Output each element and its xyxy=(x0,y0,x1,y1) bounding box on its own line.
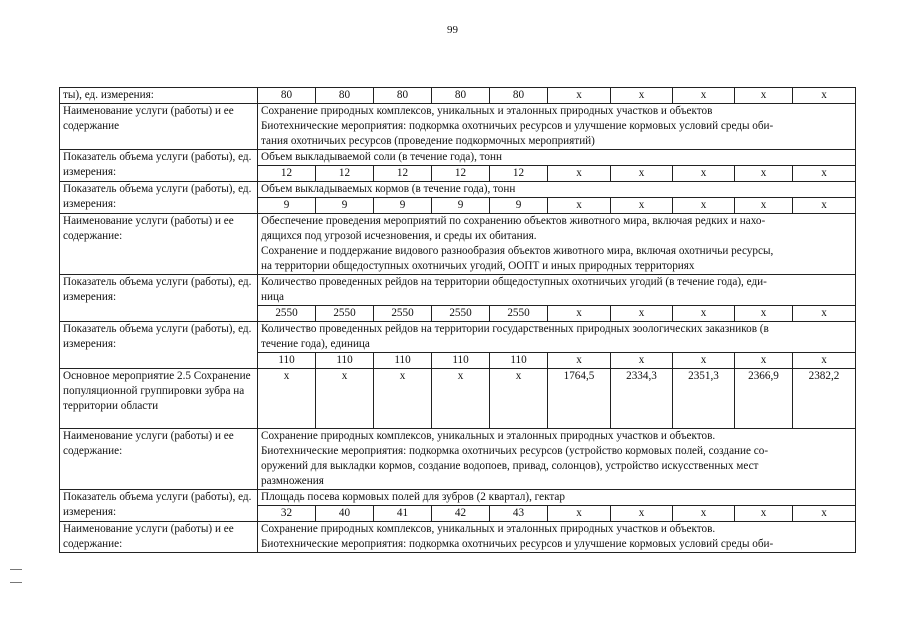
value-cell: 32 xyxy=(258,506,316,522)
value-cell: х xyxy=(548,166,611,182)
row-label: Показатель объема услуги (работы), ед. измерения: xyxy=(60,490,258,522)
value-cell: 80 xyxy=(258,88,316,104)
text-line: размножения xyxy=(261,475,324,487)
value-cell: х xyxy=(673,306,735,322)
value-cell: 2366,9 xyxy=(735,369,793,429)
value-cell: х xyxy=(611,506,673,522)
row-label: Наименование услуги (работы) и ее содержание: xyxy=(60,214,258,275)
indicator-text: Площадь посева кормовых полей для зубров (2 квартал), гектар xyxy=(258,490,856,506)
value-cell: 2351,3 xyxy=(673,369,735,429)
indicator-text xyxy=(258,322,856,353)
row-label: Наименование услуги (работы) и ее содержание xyxy=(60,104,258,150)
row-label: Показатель объема услуги (работы), ед. измерения: xyxy=(60,322,258,369)
table-row xyxy=(60,182,856,198)
value-cell: х xyxy=(548,506,611,522)
text-line: Количество проведенных рейдов на территории общедоступных охотничьих угодий (в течение года), еди- xyxy=(261,276,767,288)
value-cell: х xyxy=(735,166,793,182)
text-line: ница xyxy=(261,291,284,303)
value-cell: х xyxy=(735,198,793,214)
value-cell: 80 xyxy=(374,88,432,104)
value-cell: х xyxy=(735,88,793,104)
value-cell: 2550 xyxy=(432,306,490,322)
margin-mark xyxy=(10,569,22,570)
row-label: Наименование услуги (работы) и ее содержание: xyxy=(60,522,258,553)
text-line: Биотехнические мероприятия: подкормка охотничьих ресурсов и улучшение кормовых условий среды оби- xyxy=(261,538,774,550)
value-cell: 2550 xyxy=(316,306,374,322)
service-description xyxy=(258,104,856,150)
value-cell: х xyxy=(548,306,611,322)
value-cell: х xyxy=(611,198,673,214)
value-cell: 9 xyxy=(316,198,374,214)
value-cell: х xyxy=(793,166,856,182)
text-line: тания охотничьих ресурсов (проведение подкормочных мероприятий) xyxy=(261,135,595,147)
text-line: Количество проведенных рейдов на территории государственных природных зоологических заказников (в xyxy=(261,323,769,335)
value-cell: 9 xyxy=(490,198,548,214)
service-description xyxy=(258,522,856,553)
value-cell: х xyxy=(611,353,673,369)
value-cell: 80 xyxy=(432,88,490,104)
table-row xyxy=(60,369,856,429)
text-line: дящихся под угрозой исчезновения, и среды их обитания. xyxy=(261,230,537,242)
service-description xyxy=(258,429,856,490)
value-cell: х xyxy=(673,88,735,104)
table-row xyxy=(60,150,856,166)
value-cell: х xyxy=(673,166,735,182)
value-cell: х xyxy=(793,306,856,322)
margin-mark xyxy=(10,582,22,583)
value-cell: 42 xyxy=(432,506,490,522)
value-cell: х xyxy=(258,369,316,429)
value-cell: 1764,5 xyxy=(548,369,611,429)
value-cell: 12 xyxy=(374,166,432,182)
value-cell: 12 xyxy=(316,166,374,182)
table-row xyxy=(60,522,856,553)
value-cell: 2550 xyxy=(374,306,432,322)
row-label: Основное мероприятие 2.5 Сохранение популяционной группировки зубра на территории области xyxy=(60,369,258,429)
value-cell: 41 xyxy=(374,506,432,522)
table-row xyxy=(60,104,856,150)
value-cell: х xyxy=(793,353,856,369)
value-cell: 2382,2 xyxy=(793,369,856,429)
value-cell: 110 xyxy=(432,353,490,369)
value-cell: 110 xyxy=(490,353,548,369)
value-cell: 40 xyxy=(316,506,374,522)
value-cell: 2550 xyxy=(490,306,548,322)
value-cell: 9 xyxy=(374,198,432,214)
value-cell: 43 xyxy=(490,506,548,522)
text-line: течение года), единица xyxy=(261,338,370,350)
text-line: Сохранение природных комплексов, уникальных и эталонных природных участков и объектов. xyxy=(261,430,716,442)
value-cell: х xyxy=(316,369,374,429)
table-row xyxy=(60,275,856,306)
indicator-text xyxy=(258,275,856,306)
service-description xyxy=(258,214,856,275)
text-line: Сохранение и поддержание видового разнообразия объектов животного мира, включая охотничьи ресурсы, xyxy=(261,245,774,257)
text-line: Сохранение природных комплексов, уникальных и эталонных природных участков и объектов. xyxy=(261,523,716,535)
table-row xyxy=(60,214,856,275)
value-cell: х xyxy=(548,198,611,214)
value-cell: х xyxy=(793,198,856,214)
value-cell: х xyxy=(548,353,611,369)
value-cell: х xyxy=(673,506,735,522)
value-cell: х xyxy=(611,306,673,322)
text-line: Сохранение природных комплексов, уникальных и эталонных природных участков и объектов xyxy=(261,105,713,117)
text-line: Биотехнические мероприятия: подкормка охотничьих ресурсов и улучшение кормовых условий среды оби- xyxy=(261,120,774,132)
row-label: Показатель объема услуги (работы), ед. измерения: xyxy=(60,275,258,322)
value-cell: 2550 xyxy=(258,306,316,322)
table-row xyxy=(60,88,856,104)
value-cell: х xyxy=(735,353,793,369)
value-cell: 2334,3 xyxy=(611,369,673,429)
value-cell: х xyxy=(374,369,432,429)
value-cell: х xyxy=(673,353,735,369)
table-row xyxy=(60,322,856,353)
value-cell: 110 xyxy=(374,353,432,369)
value-cell: 9 xyxy=(432,198,490,214)
value-cell: х xyxy=(611,166,673,182)
row-label: Показатель объема услуги (работы), ед. измерения: xyxy=(60,150,258,182)
value-cell: х xyxy=(735,506,793,522)
services-table xyxy=(59,87,856,553)
value-cell: х xyxy=(735,306,793,322)
value-cell: х xyxy=(548,88,611,104)
indicator-text: Объем выкладываемой соли (в течение года), тонн xyxy=(258,150,856,166)
value-cell: х xyxy=(793,88,856,104)
value-cell: 12 xyxy=(432,166,490,182)
value-cell: х xyxy=(490,369,548,429)
value-cell: 12 xyxy=(490,166,548,182)
text-line: Обеспечение проведения мероприятий по сохранению объектов животного мира, включая редких и нахо- xyxy=(261,215,766,227)
value-cell: х xyxy=(793,506,856,522)
row-label: Показатель объема услуги (работы), ед. измерения: xyxy=(60,182,258,214)
value-cell: х xyxy=(432,369,490,429)
value-cell: 110 xyxy=(258,353,316,369)
value-cell: 80 xyxy=(490,88,548,104)
value-cell: 80 xyxy=(316,88,374,104)
value-cell: 110 xyxy=(316,353,374,369)
value-cell: 9 xyxy=(258,198,316,214)
page-number: 99 xyxy=(447,24,458,36)
row-label: Наименование услуги (работы) и ее содержание: xyxy=(60,429,258,490)
table-row xyxy=(60,429,856,490)
row-label: ты), ед. измерения: xyxy=(60,88,258,104)
value-cell: х xyxy=(611,88,673,104)
table-row xyxy=(60,490,856,506)
text-line: оружений для выкладки кормов, создание водопоев, привад, солонцов), устройство искусственных мест xyxy=(261,460,759,472)
value-cell: 12 xyxy=(258,166,316,182)
text-line: Биотехнические мероприятия: подкормка охотничьих ресурсов (устройство кормовых полей, создание со- xyxy=(261,445,769,457)
indicator-text: Объем выкладываемых кормов (в течение года), тонн xyxy=(258,182,856,198)
text-line: на территории общедоступных охотничьих угодий, ООПТ и иных природных территориях xyxy=(261,260,695,272)
value-cell: х xyxy=(673,198,735,214)
